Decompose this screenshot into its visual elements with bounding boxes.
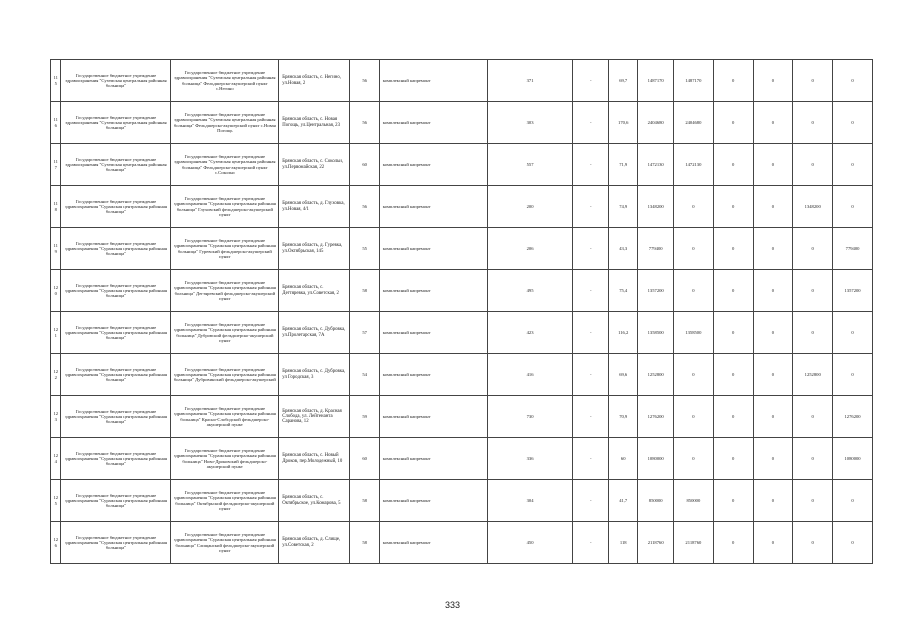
year-1-cost-cell: 0 — [673, 270, 713, 312]
organization-cell: Государственное бюджетное учреждение здравоохранения "Суражская центральная районная больница" — [61, 354, 171, 396]
year-3-cost-cell: 0 — [753, 396, 793, 438]
table-row — [51, 228, 873, 270]
address-cell: Брянская область, д. Глуховка, ул.Новая, 4/1 — [279, 186, 350, 228]
wear-cell: 70,9 — [609, 396, 638, 438]
dash-cell: - — [573, 480, 609, 522]
year-5-cost-cell: 779400 — [833, 228, 873, 270]
dash-cell: - — [573, 60, 609, 102]
year-cell: 58 — [350, 522, 379, 564]
year-5-cost-cell: 1276200 — [833, 396, 873, 438]
work-type-cell: комплексный капремонт — [379, 438, 487, 480]
total-cost-cell: 2404680 — [638, 102, 674, 144]
year-4-cost-cell: 0 — [793, 396, 833, 438]
total-cost-cell: 1357200 — [638, 270, 674, 312]
wear-cell: 43,3 — [609, 228, 638, 270]
year-4-cost-cell: 0 — [793, 438, 833, 480]
facility-cell: Государственное бюджетное учреждение здравоохранения "Суражская центральная районная больница" Гуревский фельдшерско-акушерский пункт — [171, 228, 279, 270]
area-cell: 303 — [487, 102, 573, 144]
organization-cell: Государственное бюджетное учреждение здравоохранения "Суражская центральная районная больница" — [61, 480, 171, 522]
year-4-cost-cell: 0 — [793, 102, 833, 144]
organization-cell: Государственное бюджетное учреждение здравоохранения "Суражская центральная районная больница" — [61, 228, 171, 270]
year-3-cost-cell: 0 — [753, 312, 793, 354]
year-cell: 56 — [350, 60, 379, 102]
organization-cell: Государственное бюджетное учреждение здравоохранения "Суражская центральная районная больница" — [61, 312, 171, 354]
year-2-cost-cell: 0 — [713, 354, 753, 396]
organization-cell: Государственное бюджетное учреждение здравоохранения "Суражская центральная районная больница" — [61, 270, 171, 312]
total-cost-cell: 1487170 — [638, 60, 674, 102]
year-3-cost-cell: 0 — [753, 522, 793, 564]
row-number-cell: 120 — [51, 270, 61, 312]
work-type-cell: комплексный капремонт — [379, 228, 487, 270]
year-4-cost-cell: 0 — [793, 228, 833, 270]
year-5-cost-cell: 1080000 — [833, 438, 873, 480]
facility-cell: Государственное бюджетное учреждение здравоохранения "Суземская центральная районная больница" Фельдшерско-акушерский пункт с.Негино — [171, 60, 279, 102]
dash-cell: - — [573, 186, 609, 228]
year-2-cost-cell: 0 — [713, 270, 753, 312]
address-cell: Брянская область, с. Дубровка, ул.Пролетарская, 7А — [279, 312, 350, 354]
work-type-cell: комплексный капремонт — [379, 144, 487, 186]
year-3-cost-cell: 0 — [753, 270, 793, 312]
area-cell: 200 — [487, 186, 573, 228]
facility-cell: Государственное бюджетное учреждение здравоохранения "Суземская центральная районная больница" Фельдшерско-акушерский пункт с.Сокольи — [171, 144, 279, 186]
year-3-cost-cell: 0 — [753, 438, 793, 480]
year-5-cost-cell: 0 — [833, 60, 873, 102]
address-cell: Брянская область, с. Новая Погощь, ул.Центральная, 23 — [279, 102, 350, 144]
year-5-cost-cell: 0 — [833, 186, 873, 228]
organization-cell: Государственное бюджетное учреждение здравоохранения "Суземская центральная районная больница" — [61, 102, 171, 144]
table-row — [51, 354, 873, 396]
year-1-cost-cell: 0 — [673, 228, 713, 270]
total-cost-cell: 1252800 — [638, 354, 674, 396]
table-body — [51, 60, 873, 564]
dash-cell: - — [573, 354, 609, 396]
year-4-cost-cell: 0 — [793, 144, 833, 186]
table-row — [51, 312, 873, 354]
work-type-cell: комплексный капремонт — [379, 312, 487, 354]
table-row — [51, 186, 873, 228]
year-cell: 58 — [350, 270, 379, 312]
address-cell: Брянская область, д. Слище, ул.Советская, 2 — [279, 522, 350, 564]
area-cell: 423 — [487, 312, 573, 354]
year-3-cost-cell: 0 — [753, 228, 793, 270]
year-cell: 57 — [350, 312, 379, 354]
year-5-cost-cell: 0 — [833, 312, 873, 354]
dash-cell: - — [573, 228, 609, 270]
total-cost-cell: 1358500 — [638, 312, 674, 354]
work-type-cell: комплексный капремонт — [379, 354, 487, 396]
facility-cell: Государственное бюджетное учреждение здравоохранения "Суражская центральная районная больница" Красно-Слободской фельдшерско-акушерский пункт — [171, 396, 279, 438]
year-2-cost-cell: 0 — [713, 396, 753, 438]
year-1-cost-cell: 850000 — [673, 480, 713, 522]
row-number-cell: 123 — [51, 396, 61, 438]
total-cost-cell: 1276200 — [638, 396, 674, 438]
total-cost-cell: 1472130 — [638, 144, 674, 186]
year-1-cost-cell: 1472130 — [673, 144, 713, 186]
wear-cell: 69,7 — [609, 60, 638, 102]
table-row — [51, 270, 873, 312]
year-5-cost-cell: 1357200 — [833, 270, 873, 312]
wear-cell: 116,2 — [609, 312, 638, 354]
work-type-cell: комплексный капремонт — [379, 522, 487, 564]
table-row — [51, 144, 873, 186]
year-1-cost-cell: 2404680 — [673, 102, 713, 144]
facility-cell: Государственное бюджетное учреждение здравоохранения "Суражская центральная районная больница" Слищанский фельдшерско-акушерский пункт — [171, 522, 279, 564]
address-cell: Брянская область, с. Новый Дроков, пер.Молодежный, 10 — [279, 438, 350, 480]
year-4-cost-cell: 0 — [793, 60, 833, 102]
year-4-cost-cell: 1252800 — [793, 354, 833, 396]
year-1-cost-cell: 2118760 — [673, 522, 713, 564]
year-3-cost-cell: 0 — [753, 354, 793, 396]
table-row — [51, 396, 873, 438]
year-4-cost-cell: 1348200 — [793, 186, 833, 228]
year-5-cost-cell: 0 — [833, 354, 873, 396]
row-number-cell: 115 — [51, 60, 61, 102]
row-number-cell: 121 — [51, 312, 61, 354]
dash-cell: - — [573, 102, 609, 144]
organization-cell: Государственное бюджетное учреждение здравоохранения "Суражская центральная районная больница" — [61, 186, 171, 228]
work-type-cell: комплексный капремонт — [379, 60, 487, 102]
facility-cell: Государственное бюджетное учреждение здравоохранения "Суражская центральная районная больница" Октябрьский фельдшерско-акушерский пункт — [171, 480, 279, 522]
table-row — [51, 522, 873, 564]
total-cost-cell: 1080000 — [638, 438, 674, 480]
year-2-cost-cell: 0 — [713, 480, 753, 522]
year-2-cost-cell: 0 — [713, 102, 753, 144]
area-cell: 416 — [487, 354, 573, 396]
facility-cell: Государственное бюджетное учреждение здравоохранения "Суземская центральная районная больница" Фельдшерско-акушерский пункт с.Новая Погощь — [171, 102, 279, 144]
wear-cell: 60 — [609, 438, 638, 480]
year-cell: 55 — [350, 228, 379, 270]
year-cell: 60 — [350, 438, 379, 480]
facility-cell: Государственное бюджетное учреждение здравоохранения "Суражская центральная районная больница" Ново-Дроковский фельдшерско-акушерский пункт — [171, 438, 279, 480]
work-type-cell: комплексный капремонт — [379, 480, 487, 522]
year-5-cost-cell: 0 — [833, 144, 873, 186]
organization-cell: Государственное бюджетное учреждение здравоохранения "Суражская центральная районная больница" — [61, 396, 171, 438]
row-number-cell: 117 — [51, 144, 61, 186]
total-cost-cell: 850000 — [638, 480, 674, 522]
work-type-cell: комплексный капремонт — [379, 102, 487, 144]
year-1-cost-cell: 1358500 — [673, 312, 713, 354]
area-cell: 336 — [487, 438, 573, 480]
area-cell: 557 — [487, 144, 573, 186]
year-2-cost-cell: 0 — [713, 522, 753, 564]
dash-cell: - — [573, 270, 609, 312]
year-cell: 56 — [350, 186, 379, 228]
row-number-cell: 119 — [51, 228, 61, 270]
year-2-cost-cell: 0 — [713, 186, 753, 228]
table-row — [51, 60, 873, 102]
year-2-cost-cell: 0 — [713, 438, 753, 480]
address-cell: Брянская область, д. Красная Слобода, ул. Лейтенанта Саранова, 12 — [279, 396, 350, 438]
year-1-cost-cell: 0 — [673, 396, 713, 438]
year-1-cost-cell: 1487170 — [673, 60, 713, 102]
row-number-cell: 126 — [51, 522, 61, 564]
year-3-cost-cell: 0 — [753, 480, 793, 522]
dash-cell: - — [573, 522, 609, 564]
organization-cell: Государственное бюджетное учреждение здравоохранения "Суражская центральная районная больница" — [61, 522, 171, 564]
dash-cell: - — [573, 396, 609, 438]
year-4-cost-cell: 0 — [793, 480, 833, 522]
wear-cell: 118 — [609, 522, 638, 564]
address-cell: Брянская область, д. Гуревка, ул.Октябрьская, 145 — [279, 228, 350, 270]
row-number-cell: 124 — [51, 438, 61, 480]
area-cell: 730 — [487, 396, 573, 438]
facility-cell: Государственное бюджетное учреждение здравоохранения "Суражская центральная районная больница" Дубровинский фельдшерско-акушерский — [171, 354, 279, 396]
year-3-cost-cell: 0 — [753, 102, 793, 144]
organization-cell: Государственное бюджетное учреждение здравоохранения "Суражская центральная районная больница" — [61, 438, 171, 480]
year-5-cost-cell: 0 — [833, 522, 873, 564]
facility-cell: Государственное бюджетное учреждение здравоохранения "Суражская центральная районная больница" Дегтяревский фельдшерско-акушерский пункт — [171, 270, 279, 312]
year-1-cost-cell: 0 — [673, 354, 713, 396]
table-row — [51, 438, 873, 480]
total-cost-cell: 779400 — [638, 228, 674, 270]
table-row — [51, 480, 873, 522]
year-cell: 59 — [350, 396, 379, 438]
year-cell: 58 — [350, 480, 379, 522]
facility-cell: Государственное бюджетное учреждение здравоохранения "Суражская центральная районная больница" Глуховский фельдшерско-акушерский пункт — [171, 186, 279, 228]
wear-cell: 41,7 — [609, 480, 638, 522]
year-2-cost-cell: 0 — [713, 228, 753, 270]
year-5-cost-cell: 0 — [833, 102, 873, 144]
organization-cell: Государственное бюджетное учреждение здравоохранения "Суземская центральная районная больница" — [61, 144, 171, 186]
year-1-cost-cell: 0 — [673, 438, 713, 480]
year-2-cost-cell: 0 — [713, 144, 753, 186]
address-cell: Брянская область, с. Негино, ул.Новая, 2 — [279, 60, 350, 102]
year-2-cost-cell: 0 — [713, 312, 753, 354]
address-cell: Брянская область, с. Сокольи, ул.Первомайская, 22 — [279, 144, 350, 186]
organization-cell: Государственное бюджетное учреждение здравоохранения "Суземская центральная районная больница" — [61, 60, 171, 102]
area-cell: 206 — [487, 228, 573, 270]
year-4-cost-cell: 0 — [793, 270, 833, 312]
wear-cell: 75,4 — [609, 270, 638, 312]
dash-cell: - — [573, 144, 609, 186]
facilities-table — [50, 59, 873, 564]
row-number-cell: 118 — [51, 186, 61, 228]
work-type-cell: комплексный капремонт — [379, 270, 487, 312]
area-cell: 495 — [487, 270, 573, 312]
year-2-cost-cell: 0 — [713, 60, 753, 102]
row-number-cell: 122 — [51, 354, 61, 396]
area-cell: 450 — [487, 522, 573, 564]
year-cell: 56 — [350, 102, 379, 144]
wear-cell: 170,6 — [609, 102, 638, 144]
year-4-cost-cell: 0 — [793, 312, 833, 354]
year-5-cost-cell: 0 — [833, 480, 873, 522]
dash-cell: - — [573, 438, 609, 480]
page-number: 333 — [444, 600, 461, 610]
area-cell: 304 — [487, 480, 573, 522]
year-3-cost-cell: 0 — [753, 186, 793, 228]
dash-cell: - — [573, 312, 609, 354]
wear-cell: 69,6 — [609, 354, 638, 396]
address-cell: Брянская область, с. Дубровка, ул Городская, 3 — [279, 354, 350, 396]
year-1-cost-cell: 0 — [673, 186, 713, 228]
year-4-cost-cell: 0 — [793, 522, 833, 564]
row-number-cell: 125 — [51, 480, 61, 522]
wear-cell: 74,9 — [609, 186, 638, 228]
total-cost-cell: 2118760 — [638, 522, 674, 564]
row-number-cell: 116 — [51, 102, 61, 144]
total-cost-cell: 1348200 — [638, 186, 674, 228]
address-cell: Брянская область, с. Дегтяревка, ул.Советская, 2 — [279, 270, 350, 312]
area-cell: 371 — [487, 60, 573, 102]
year-cell: 54 — [350, 354, 379, 396]
address-cell: Брянская область, с. Октябрьское, ул.Комарова, 5 — [279, 480, 350, 522]
table-row — [51, 102, 873, 144]
facility-cell: Государственное бюджетное учреждение здравоохранения "Суражская центральная районная больница" Дубровский фельдшерско-акушерский пункт — [171, 312, 279, 354]
work-type-cell: комплексный капремонт — [379, 186, 487, 228]
wear-cell: 71,9 — [609, 144, 638, 186]
work-type-cell: комплексный капремонт — [379, 396, 487, 438]
year-3-cost-cell: 0 — [753, 144, 793, 186]
year-3-cost-cell: 0 — [753, 60, 793, 102]
year-cell: 60 — [350, 144, 379, 186]
